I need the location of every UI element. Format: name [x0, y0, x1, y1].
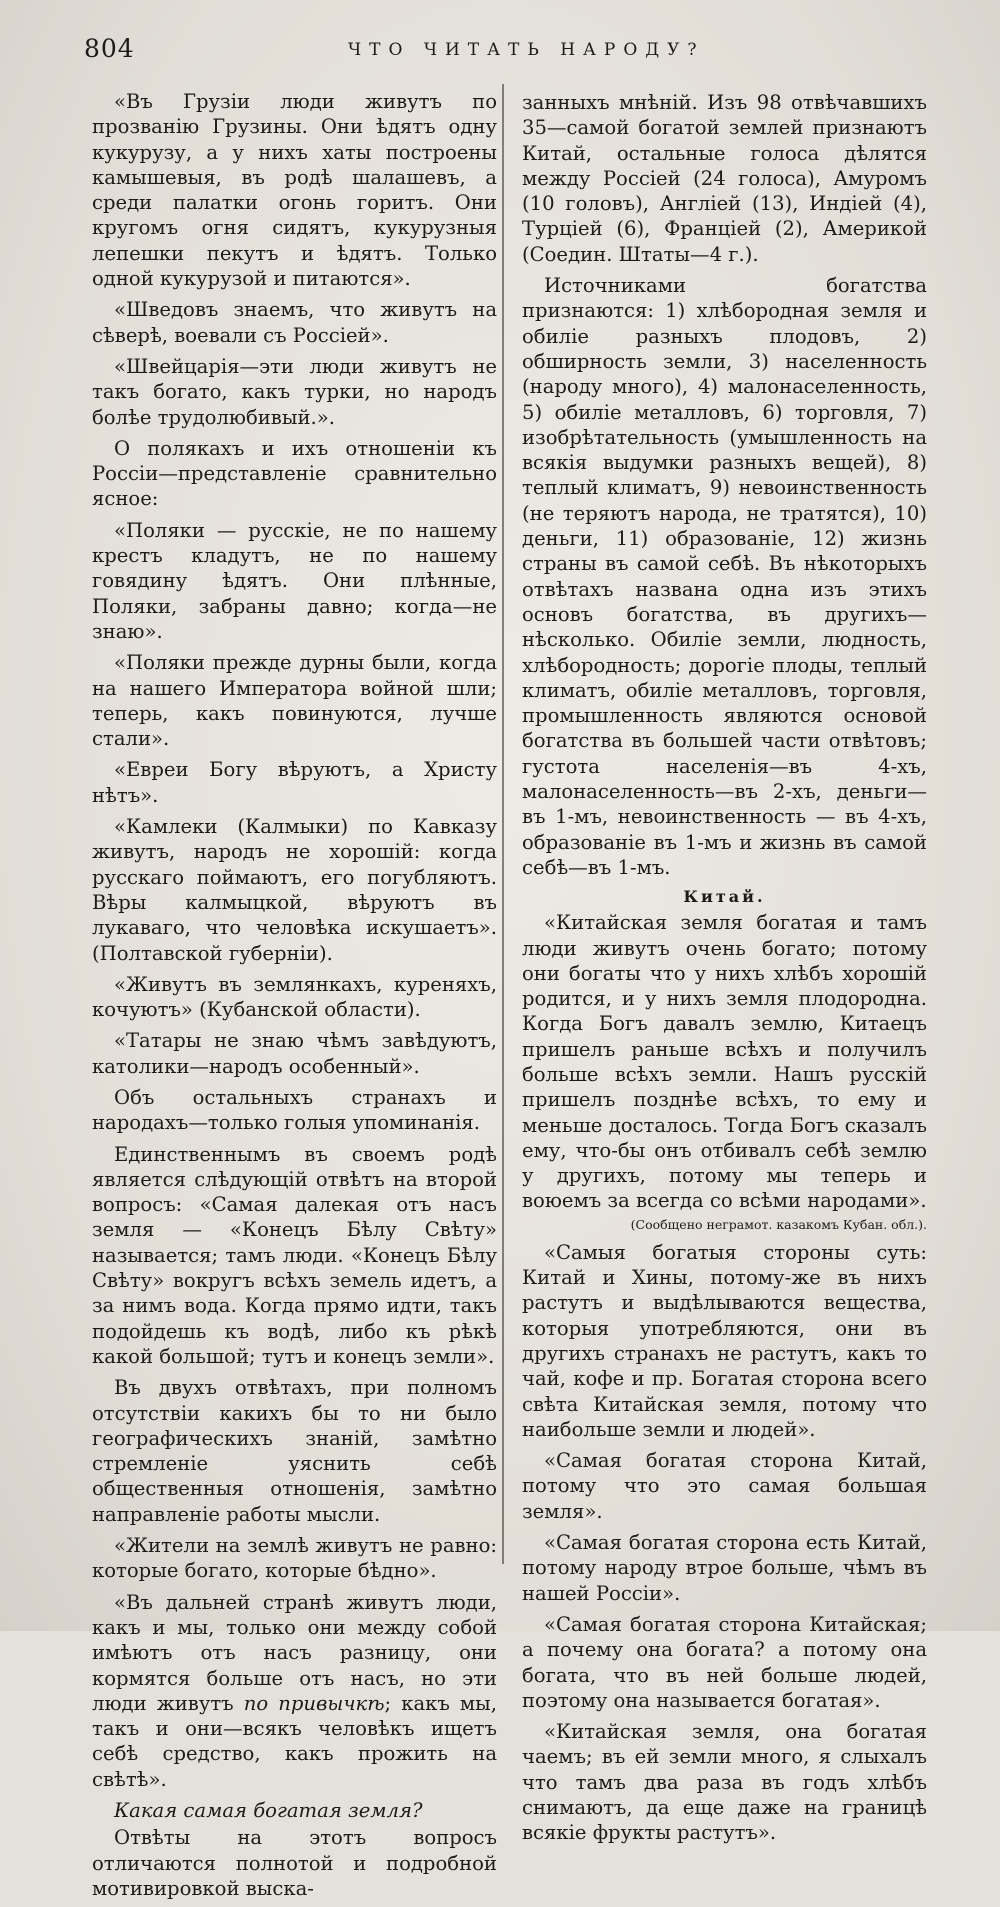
paragraph: Въ двухъ отвѣтахъ, при полномъ отсутствіи какихъ бы то ни было географическихъ знаній, замѣтно стремленіе уяснить себѣ общественныя отношенія, замѣтно направленіе работы мысли.	[92, 1376, 497, 1526]
paragraph: «Татары не знаю чѣмъ завѣдуютъ, католики—народъ особенный».	[92, 1029, 497, 1078]
paragraph: «Поляки — русскіе, не по нашему крестъ кладутъ, не по нашему говядину ѣдятъ. Они плѣнные, Поляки, забраны давно; когда—не знаю».	[92, 518, 497, 643]
paragraph: «Въ Грузіи люди живутъ по прозванію Грузины. Они ѣдятъ одну кукурузу, а у нихъ хаты построены камышевыя, въ родѣ шалашевъ, а среди палатки огонь горитъ. Они кругомъ огня сидятъ, кукурузныя лепешки пекутъ и ѣдятъ. Только одной кукурузой и питаются».	[92, 90, 497, 291]
paragraph: Отвѣты на этотъ вопросъ отличаются полнотой и подробной мотивировкой выска-	[92, 1826, 497, 1900]
emphasis-text: по привычкѣ	[243, 1691, 385, 1715]
paragraph: «Шведовъ знаемъ, что живутъ на сѣверѣ, воевали съ Россіей».	[92, 298, 497, 347]
paragraph: «Китайская земля богатая и тамъ люди живутъ очень богато; потому они богаты что у нихъ хлѣбъ хорошій родится, и у нихъ земля плодородна. Когда Богъ давалъ землю, Китаецъ пришелъ раньше всѣхъ и получилъ больше всѣхъ земли. Нашъ русскій пришелъ позднѣе всѣхъ, то ему и меньше досталось. Тогда Богъ сказалъ ему, что-бы онъ отбивалъ себѣ землю у другихъ, потому мы теперь и воюемъ за всегда со всѣми народами».	[522, 911, 927, 1213]
paragraph: О полякахъ и ихъ отношеніи къ Россіи—представленіе сравнительно ясное:	[92, 436, 497, 511]
paragraph: «Поляки прежде дурны были, когда на нашего Императора войной шли; теперь, какъ повинуются, лучше стали».	[92, 651, 497, 751]
paragraph: Объ остальныхъ странахъ и народахъ—только голыя упоминанія.	[92, 1085, 497, 1135]
section-heading: Китай.	[683, 887, 766, 907]
paragraph: «Самая богатая сторона Китайская; а почему она богата? а потому она богата, что въ ней больше людей, поэтому она называется богатая».	[522, 1612, 927, 1712]
paragraph: «Жители на землѣ живутъ не равно: которые богато, которые бѣдно».	[92, 1534, 497, 1583]
text-run: ; какъ мы, такъ и они—всякъ человѣкъ ищетъ себѣ средство, какъ прожить на свѣтѣ».	[92, 1691, 497, 1791]
paragraph: «Живутъ въ землянкахъ, куреняхъ, кочуютъ» (Кубанской области).	[92, 972, 497, 1022]
left-column	[92, 89, 497, 1907]
question-heading: Какая самая богатая земля?	[114, 1799, 423, 1822]
paragraph: «Камлеки (Калмыки) по Кавказу живутъ, народъ не хорошій: когда русскаго поймаютъ, его погубляютъ. Вѣры калмыцкой, вѣруютъ въ лукаваго, что человѣка искушаетъ». (Полтавской губерніи).	[92, 815, 497, 965]
running-title: ЧТО ЧИТАТЬ НАРОДУ?	[348, 40, 705, 60]
paragraph: Источниками богатства признаются: 1) хлѣбородная земля и обиліе разныхъ плодовъ, 2) обширность земли, 3) населенность (народу много), 4) малонаселенность, 5) обиліе металловъ, 6) торговля, 7) изобрѣтательность (умышленность на всякія выдумки разныхъ вещей), 8) теплый климатъ, 9) невоинственность (не теряютъ народа, не тратятся), 10) деньги, 11) образованіе, 12) жизнь страны въ самой себѣ. Въ нѣкоторыхъ отвѣтахъ названа одна изъ этихъ основъ богатства, въ другихъ—нѣсколько. Обиліе земли, людность, хлѣбородность; дорогіе плоды, теплый климатъ, обиліе металловъ, торговля, промышленность являются основой богатства въ большей части отвѣтовъ; густота населенія—въ 4-хъ, малонаселенность—въ 2-хъ, деньги—въ 1-мъ, невоинственность — въ 4-хъ, образованіе въ 1-мъ и жизнь въ самой себѣ—въ 1-мъ.	[522, 274, 927, 879]
paragraph: «Евреи Богу вѣруютъ, а Христу нѣтъ».	[92, 758, 497, 807]
paragraph: «Швейцарія—эти люди живутъ не такъ богато, какъ турки, но народъ болѣе трудолюбивый.».	[92, 354, 497, 429]
right-column	[522, 90, 927, 1852]
paragraph	[92, 1590, 497, 1792]
source-note: (Сообщено неграмот. казакомъ Кубан. обл.).	[630, 1216, 927, 1232]
column-divider	[502, 84, 504, 1564]
paragraph: «Самая богатая сторона есть Китай, потому народу втрое больше, чѣмъ въ нашей Россіи».	[522, 1531, 927, 1605]
paragraph: занныхъ мнѣній. Изъ 98 отвѣчавшихъ 35—самой богатой землей признаютъ Китай, остальные голоса дѣлятся между Россіей (24 голоса), Амуромъ (10 головъ), Англіей (13), Индіей (4), Турціей (6), Франціей (2), Америкой (Соедин. Штаты—4 г.).	[522, 91, 927, 266]
running-head	[0, 28, 1000, 68]
paragraph: «Самая богатая сторона Китай, потому что это самая большая земля».	[522, 1449, 927, 1523]
page-number: 804	[84, 34, 135, 63]
text-run: «Въ дальней странѣ живутъ люди, какъ и мы, только они между собой имѣютъ отъ насъ разницу, они кормятся больше отъ насъ, но эти люди живутъ	[92, 1590, 497, 1715]
paragraph: «Самыя богатыя стороны суть: Китай и Хины, потому-же въ нихъ растутъ и выдѣлываются вещества, которыя употребляются, они въ другихъ странахъ не растутъ, какъ то чай, кофе и пр. Богатая сторона всего свѣта Китайская земля, потому что наибольше земли и людей».	[522, 1240, 927, 1441]
paragraph: «Китайская земля, она богатая чаемъ; въ ей земли много, я слыхалъ что тамъ два раза въ годъ хлѣбъ снимаютъ, да еще даже на границѣ всякіе фрукты растутъ».	[522, 1720, 927, 1845]
paragraph: Единственнымъ въ своемъ родѣ является слѣдующій отвѣтъ на второй вопросъ: «Самая далекая отъ насъ земля — «Конецъ Бѣлу Свѣту» называется; тамъ люди. «Конецъ Бѣлу Свѣту» вокругъ всѣхъ земель идетъ, а за нимъ вода. Когда прямо идти, такъ подойдешь къ водѣ, либо къ рѣкѣ какой большой; тутъ и конецъ земли».	[92, 1142, 497, 1368]
